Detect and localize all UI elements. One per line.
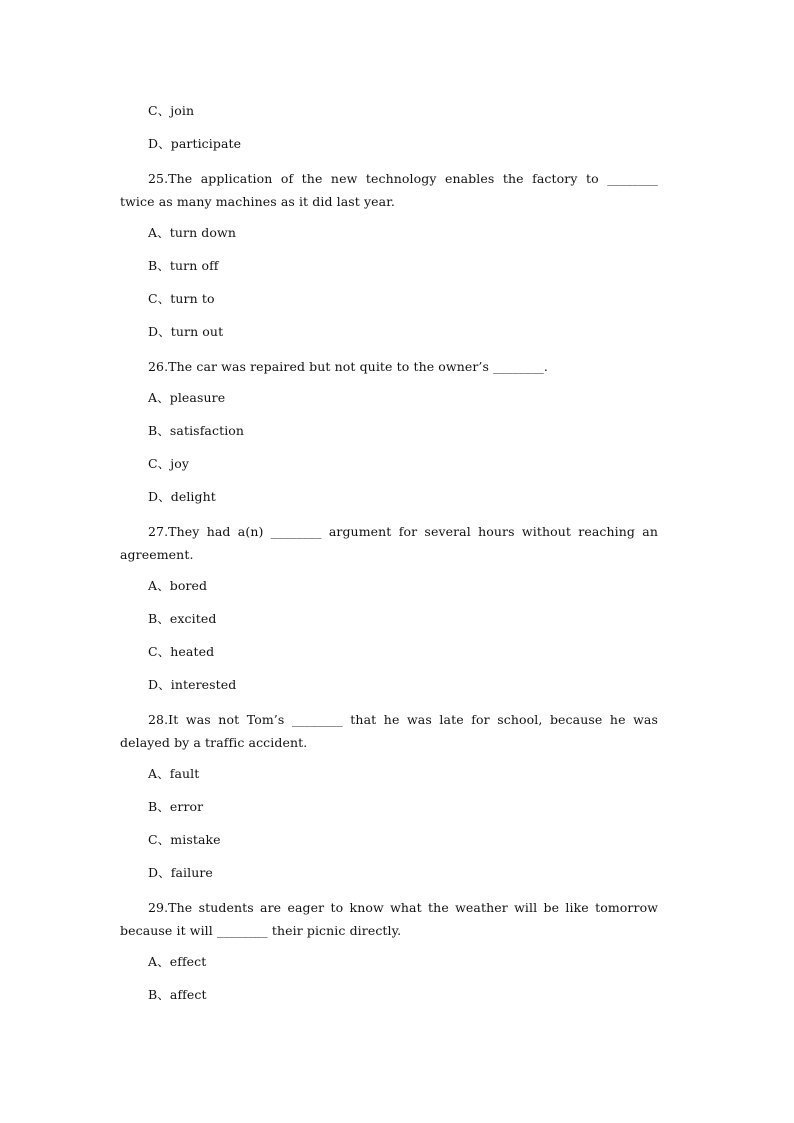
q27-option-a: A、bored	[148, 578, 208, 593]
q26-option-b: B、satisfaction	[148, 423, 245, 438]
q25-option-a: A、turn down	[148, 225, 236, 240]
q25-option-c: C、turn to	[148, 291, 215, 306]
option-d: D、participate	[148, 136, 242, 151]
q29-option-a: A、effect	[148, 954, 207, 969]
question-26-text: 26.The car was repaired but not quite to the owner’s ________.	[148, 359, 548, 374]
q28-option-a: A、fault	[148, 766, 200, 781]
option-c: C、join	[148, 103, 195, 118]
question-25-text-cont: twice as many machines as it did last year.	[120, 194, 395, 209]
question-29-text: 29.The students are eager to know what the weather will be like tomorrow	[148, 900, 658, 915]
q28-option-c: C、mistake	[148, 832, 221, 847]
question-27-text: 27.They had a(n) ________ argument for several hours without reaching an	[148, 524, 658, 539]
q26-option-d: D、delight	[148, 489, 216, 504]
question-27-text-cont: agreement.	[120, 547, 194, 562]
question-29-text-cont: because it will ________ their picnic directly.	[120, 923, 402, 938]
q26-option-a: A、pleasure	[148, 390, 226, 405]
q28-option-b: B、error	[148, 799, 204, 814]
q27-option-d: D、interested	[148, 677, 237, 692]
question-28-text-cont: delayed by a traffic accident.	[120, 735, 308, 750]
question-25-text: 25.The application of the new technology enables the factory to ________	[148, 171, 658, 186]
q25-option-b: B、turn off	[148, 258, 219, 273]
q28-option-d: D、failure	[148, 865, 213, 880]
q29-option-b: B、affect	[148, 987, 207, 1002]
q25-option-d: D、turn out	[148, 324, 224, 339]
q26-option-c: C、joy	[148, 456, 190, 471]
q27-option-c: C、heated	[148, 644, 215, 659]
question-28-text: 28.It was not Tom’s ________ that he was late for school, because he was	[148, 712, 658, 727]
q27-option-b: B、excited	[148, 611, 217, 626]
